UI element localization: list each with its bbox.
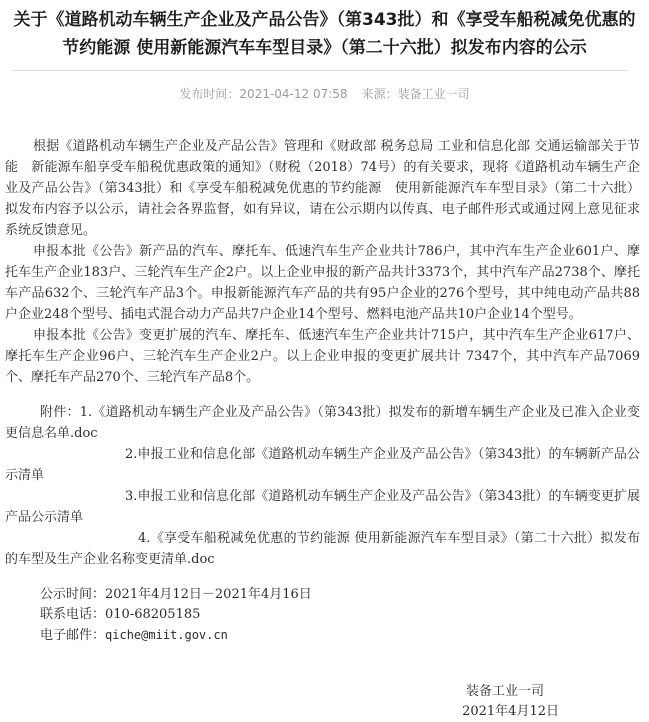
publish-time-label: 发布时间：	[179, 87, 240, 101]
contact-email-value[interactable]: qiche@miit.gov.cn	[105, 628, 228, 642]
publish-time-value: 2021-04-12 07:58	[239, 87, 348, 101]
attachment-item-3[interactable]: 3.申报工业和信息化部《道路机动车辆生产企业及产品公告》（第343批）的车辆变更扩展产品公示清单	[5, 489, 640, 525]
publicity-period-line	[5, 585, 640, 605]
attachment-item-2[interactable]: 2.申报工业和信息化部《道路机动车辆生产企业及产品公告》（第343批）的车辆新产品公示清单	[5, 447, 640, 483]
page-title-line2: 节约能源 使用新能源汽车车型目录》（第二十六批）拟发布内容的公示	[62, 38, 587, 58]
source-value: 装备工业一司	[397, 87, 470, 101]
signature-date: 2021年4月12日	[462, 704, 559, 719]
source-label: 来源：	[361, 87, 398, 101]
contact-block	[5, 585, 640, 646]
paragraph-legal-basis: 根据《道路机动车辆生产企业及产品公告》管理和《财政部 税务总局 工业和信息化部 交通运输部关于节能 新能源车船享受车船税优惠政策的通知》（财税（2018）74号）的有关要求，现将《道路机动车辆生产企业及产品公告》（第343批）和《享受车船税减免优惠的节约能源 使用新能源汽车车型目录》（第二十六批）拟发布内容予以公示，请社会各界监督，如有异议，请在公示期内以传真、电子邮件形式或通过网上意见征求系统反馈意见。	[5, 139, 640, 238]
contact-phone-line	[5, 605, 640, 625]
signature-department: 装备工业一司	[465, 684, 544, 699]
paragraph-new-products-stats: 申报本批《公告》新产品的汽车、摩托车、低速汽车生产企业共计786户，其中汽车生产企业601户、摩托车生产企业183户、三轮汽车生产企2户。以上企业申报的新产品共计3373个，其中汽车产品2738个、摩托车产品632个、三轮汽车产品3个。申报新能源汽车产品的共有95户企业的276个型号，其中纯电动产品共88户企业248个型号、插电式混合动力产品共7户企业14个型号、燃料电池产品共10户企业14个型号。	[5, 244, 640, 322]
contact-phone-value: 010-68205185	[105, 607, 201, 622]
paragraph-change-extension-stats: 申报本批《公告》变更扩展的汽车、摩托车、低速汽车生产企业共计715户，其中汽车生产企业617户、摩托车生产企业96户、三轮汽车生产企业2户。以上企业申报的变更扩展共计 7347个，其中汽车产品7069个、摩托车产品270个、三轮汽车产品8个。	[5, 328, 640, 385]
signature-block	[5, 682, 640, 722]
page-title	[12, 6, 637, 62]
meta-bar	[0, 85, 649, 102]
attachment-item-1[interactable]: 附件：1.《道路机动车辆生产企业及产品公告》（第343批）拟发布的新增车辆生产企业及已准入企业变更信息名单.doc	[5, 405, 640, 441]
document-body	[5, 136, 640, 722]
publicity-period-label: 公示时间：	[40, 587, 106, 602]
publicity-period-value: 2021年4月12日－2021年4月16日	[105, 587, 312, 602]
attachments-list	[5, 402, 640, 570]
attachment-item-4[interactable]: 4.《享受车船税减免优惠的节约能源 使用新能源汽车车型目录》（第二十六批）拟发布的车型及生产企业名称变更清单.doc	[5, 531, 640, 567]
contact-phone-label: 联系电话：	[40, 607, 106, 622]
title-divider	[13, 70, 627, 71]
contact-email-label: 电子邮件：	[40, 628, 106, 643]
page-title-line1: 关于《道路机动车辆生产企业及产品公告》（第343批）和《享受车船税减免优惠的	[13, 10, 636, 30]
announcement-page	[0, 6, 649, 719]
